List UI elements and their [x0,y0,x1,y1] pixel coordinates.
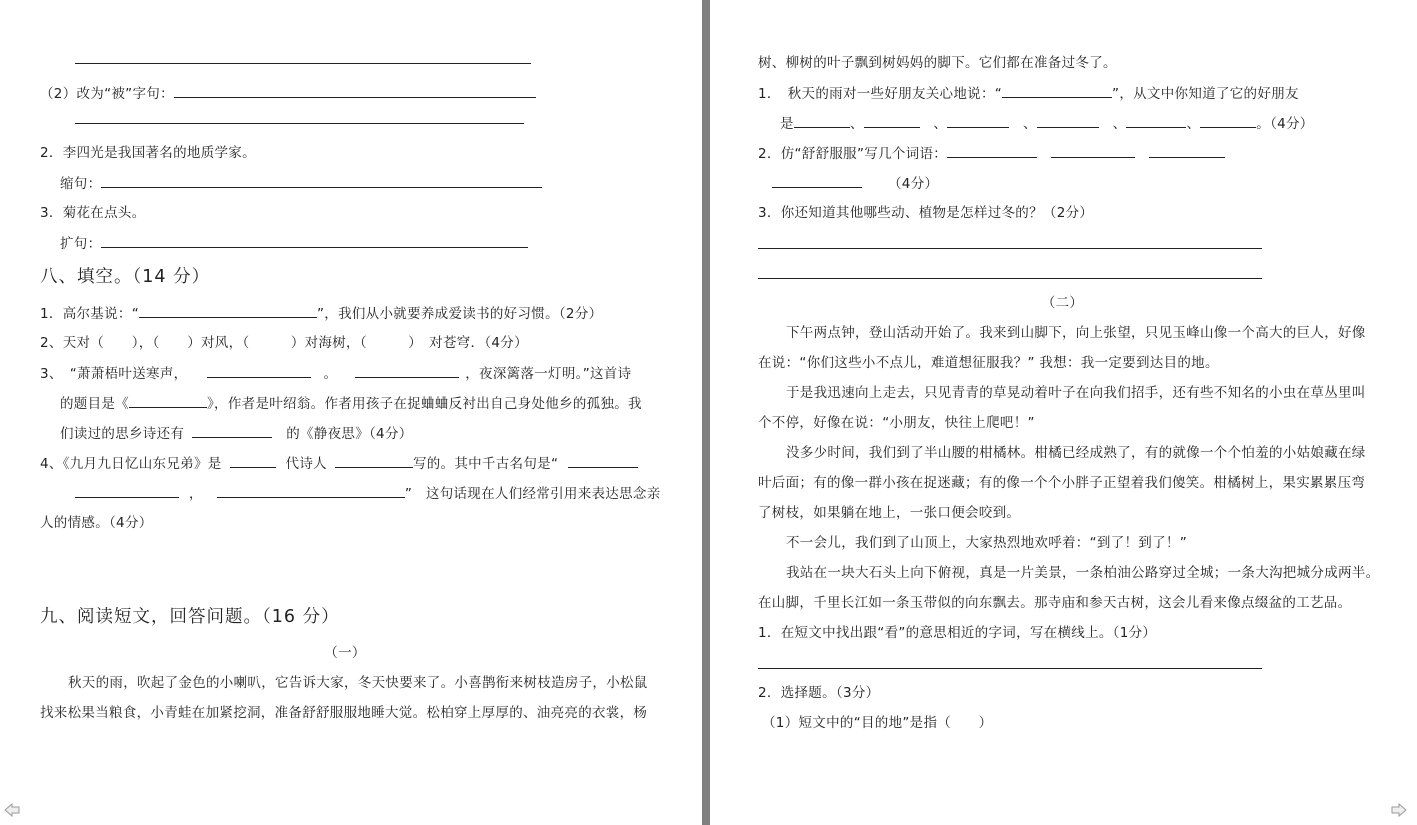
question-text: 的题目是《 [60,396,129,412]
question-text: （2）改为“被”字句： [40,86,174,102]
fill-question-3 [40,363,631,384]
answer-line [758,248,1262,249]
passage-2-line-8: 不一会儿，我们到了山顶上，大家热烈地欢呼着：“到了！到了！” [786,535,1187,551]
fill-question-1 [40,303,602,324]
answer-blank [192,423,272,438]
question-text: 代诗人 [285,456,327,472]
section-8-title: 八、填空。（14 分） [40,267,211,287]
question-text: 们读过的思乡诗还有 [60,426,185,442]
reading-q3: 3．你还知道其他哪些动、植物是怎样过冬的？（2分） [758,205,1094,221]
question-text: 1． 秋天的雨对一些好朋友关心地说：“ [758,86,1003,102]
question-text: 写的。其中千古名句是“ [412,456,559,472]
fill-question-4 [40,453,638,474]
answer-line [75,63,531,64]
answer-blank [794,113,850,128]
fill-question-4-cont [75,483,661,504]
question-text: ”，我们从小就要养成爱读书的好习惯。（2分） [316,306,603,322]
question-text: 缩句： [60,176,102,192]
question-text: ”，从文中你知道了它的好朋友 [1112,86,1299,102]
question-text: 的《静夜思》（4分） [286,426,413,442]
passage-2-line-3: 于是我迅速向上走去，只见青青的草晃动着叶子在向我们招手，还有些不知名的小虫在草丛里叫 [786,385,1366,401]
passage-2-line-6: 叶后面；有的像一群小孩在捉迷藏；有的像一个个小胖子正望着我们傻笑。柑橘树上，果实累累压弯 [758,475,1366,491]
answer-blank [355,363,459,378]
question-expand [60,233,528,254]
question-text: 3、 “萧萧梧叶送寒声， [40,366,188,382]
answer-blank [101,233,528,248]
passage-1-line-1: 秋天的雨，吹起了金色的小喇叭，它告诉大家，冬天快要来了。小喜鹊衔来树枝造房子，小松鼠 [68,675,648,691]
question-text: 。（4分） [1256,116,1314,132]
answer-blank [139,303,317,318]
passage-2-line-4: 个不停，好像在说：“小朋友，快往上爬吧！” [758,415,1035,431]
left-page [0,0,702,825]
question-text: （4分） [888,176,939,192]
answer-blank [864,113,920,128]
question-text: ， [189,486,203,502]
reading-q2-cont [772,173,938,194]
question-li-siguang: 2．李四光是我国著名的地质学家。 [40,145,256,161]
passage-2-line-1: 下午两点钟，登山活动开始了。我来到山脚下，向上张望，只见玉峰山像一个高大的巨人，好像 [786,325,1366,341]
passage-2-line-10: 在山脚，千里长江如一条玉带似的向东飘去。那寺庙和参天古树，这会儿看来像点缀盆的工艺品。 [758,595,1352,611]
answer-line [758,278,1262,279]
passage-1-line-3: 树、柳树的叶子飘到树妈妈的脚下。它们都在准备过冬了。 [758,55,1117,71]
answer-blank [947,143,1037,158]
fill-question-3-end [60,423,413,444]
answer-blank [230,453,276,468]
answer-blank [129,393,207,408]
answer-blank [101,173,542,188]
passage-1-line-2: 找来松果当粮食，小青蛙在加紧挖洞，准备舒舒服服地睡大觉。松柏穿上厚厚的、油亮亮的衣裳，杨 [40,705,648,721]
answer-blank [1037,113,1099,128]
passage-2-q1: 1．在短文中找出跟“看”的意思相近的字词，写在横线上。（1分） [758,625,1157,641]
question-chrysanthemum: 3．菊花在点头。 [40,205,146,221]
reading-q2 [758,143,1225,164]
answer-blank [1200,113,1256,128]
passage-2-line-2: 在说：“你们这些小不点儿，难道想征服我？” 我想：我一定要到达目的地。 [758,355,1219,371]
answer-blank [947,113,1009,128]
passage-2-line-9: 我站在一块大石头上向下俯视，真是一片美景，一条柏油公路穿过全城；一条大沟把城分成两半。 [786,565,1380,581]
answer-blank [207,363,311,378]
answer-blank [1002,83,1112,98]
answer-blank [174,83,536,98]
passage-2-q2-1: （1）短文中的“目的地”是指（ ） [762,715,993,731]
reading-q1-cont: 是 、 、 、 、 、 。（4分） [780,113,1314,134]
question-text: 4、《九月九日忆山东兄弟》是 [40,456,222,472]
page-divider [702,0,710,825]
passage-2-q2: 2．选择题。（3分） [758,685,880,701]
answer-blank [75,483,179,498]
question-shorten [60,173,542,194]
fill-question-3-cont [60,393,642,414]
passage-2-line-7: 了树枝，如果躺在地上，一张口便会咬到。 [758,505,1021,521]
question-text: 。 [323,366,338,382]
question-text: 1．高尔基说：“ [40,306,139,322]
answer-blank [1051,143,1135,158]
question-text: 》，作者是叶绍翁。作者用孩子在捉蛐蛐反衬出自己身处他乡的孤独。我 [207,396,642,412]
answer-line [75,123,524,124]
answer-blank [335,453,413,468]
question-2-passive [40,83,536,104]
passage-2-line-5: 没多少时间，我们到了半山腰的柑橘林。柑橘已经成熟了，有的就像一个个怕羞的小姑娘藏在绿 [786,445,1366,461]
right-page [710,0,1417,825]
fill-question-4-end: 人的情感。（4分） [40,515,153,531]
answer-line [758,668,1262,669]
answer-blank [772,173,862,188]
question-text: 2．仿“舒舒服服”写几个词语： [758,146,948,162]
next-page-icon[interactable] [1391,803,1407,817]
passage-2-label: （二） [1041,295,1084,311]
question-text: ” 这句话现在人们经常引用来表达思念亲 [404,486,661,502]
question-text: ，夜深篱落一灯明。”这首诗 [465,366,632,382]
prev-page-icon[interactable] [4,803,20,817]
answer-blank [1126,113,1186,128]
question-text: 扩句： [60,236,102,252]
answer-blank [1149,143,1225,158]
passage-1-label: （一） [324,645,366,661]
fill-question-2: 2、天对（ ），（ ）对风，（ ）对海树，（ ） 对苍穹．（4分） [40,335,528,351]
answer-blank [568,453,638,468]
section-9-title: 九、阅读短文，回答问题。（16 分） [40,607,340,627]
answer-blank [217,483,405,498]
question-text: 是 [780,116,794,132]
reading-q1 [758,83,1299,104]
